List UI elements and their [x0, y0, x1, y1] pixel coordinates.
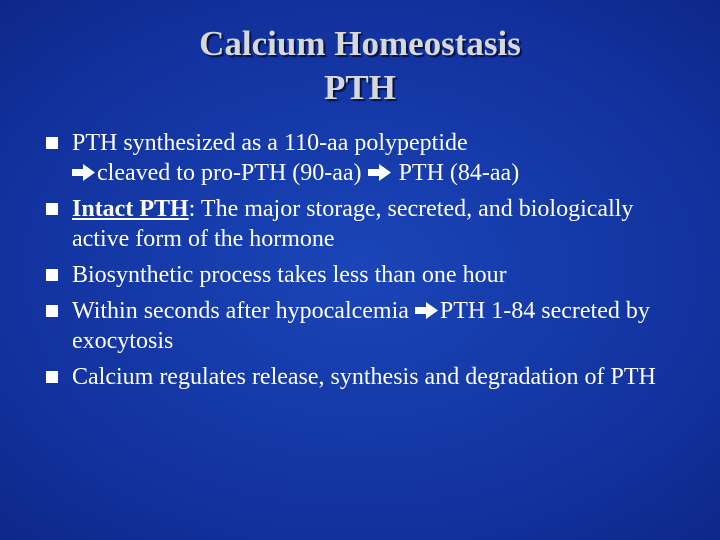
bullet-item-3: [44, 260, 684, 290]
bullet-1-text-a: PTH synthesized as a 110-aa polypeptide: [72, 130, 468, 156]
right-arrow-icon: [415, 302, 438, 319]
slide-title: [0, 22, 720, 110]
bullet-4-text-b: PTH 1-84 secreted by exocytosis: [72, 298, 650, 354]
bullet-list: [44, 128, 684, 398]
bullet-item-2: [44, 194, 684, 254]
bullet-1-text-c: PTH (84-aa): [392, 160, 520, 186]
bullet-1-text-b: cleaved to pro-PTH (90-aa): [97, 160, 362, 186]
bullet-item-4: [44, 296, 684, 356]
right-arrow-icon: [368, 164, 391, 181]
right-arrow-icon: [72, 164, 95, 181]
square-bullet-icon: [46, 137, 58, 149]
title-line-1: Calcium Homeostasis: [199, 24, 521, 63]
square-bullet-icon: [46, 371, 58, 383]
bullet-2-text: : The major storage, secreted, and biologically active form of the hormone: [72, 196, 634, 252]
bullet-3-text: Biosynthetic process takes less than one hour: [72, 262, 507, 288]
bullet-4-text-a: Within seconds after hypocalcemia: [72, 298, 415, 324]
bullet-item-1: [44, 128, 684, 188]
bullet-item-5: [44, 362, 684, 392]
square-bullet-icon: [46, 203, 58, 215]
square-bullet-icon: [46, 305, 58, 317]
bullet-5-text: Calcium regulates release, synthesis and degradation of PTH: [72, 364, 656, 390]
bullet-2-emphasis: Intact PTH: [72, 196, 189, 222]
square-bullet-icon: [46, 269, 58, 281]
title-line-2: PTH: [324, 68, 396, 107]
